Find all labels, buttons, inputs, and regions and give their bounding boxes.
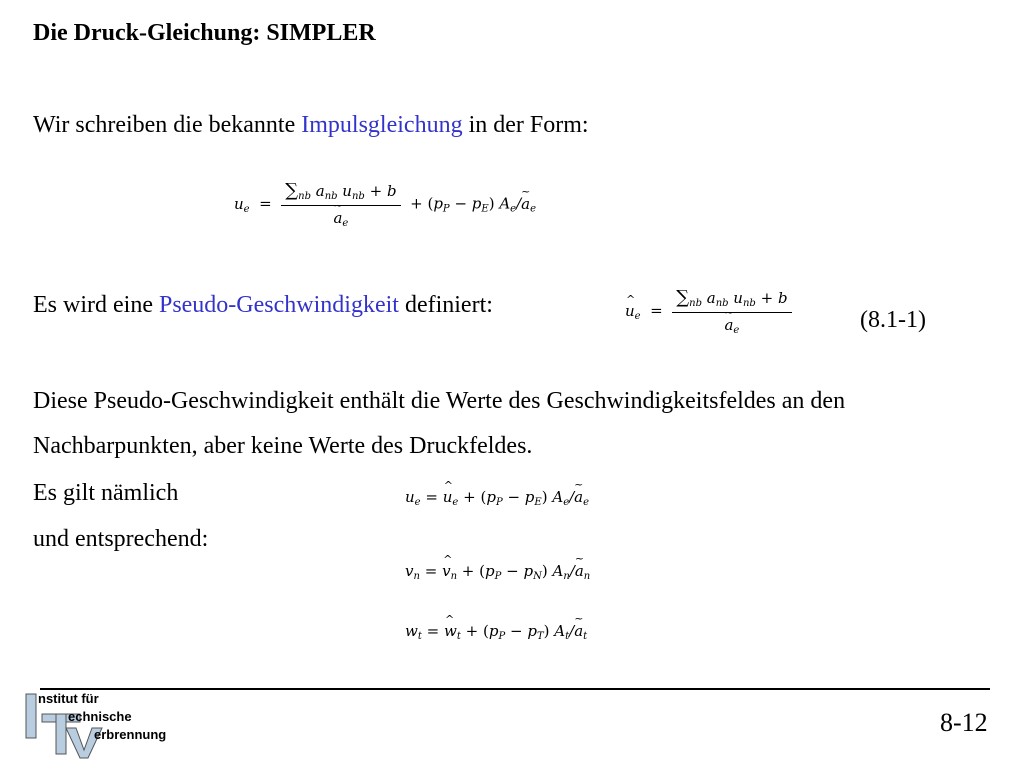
- pseudo-text-after: definiert:: [398, 292, 493, 318]
- w-velocity-equation: $w_t$ = ^ $w_t + (p_P - p_T)$ $A_t/\sim$ $a_t$: [405, 622, 587, 642]
- momentum-equation: $u_e$ = $\sum_{nb}$ $a_{nb}$ $u_{nb} + b$ ~ $a_e$ + $(p_P - p_E)$ $A_e/\sim$ $a_e$: [234, 180, 536, 229]
- description-line-2: Nachbarpunkten, aber keine Werte des Druckfeldes.: [33, 433, 533, 459]
- logo-line-2: echnische: [68, 709, 132, 724]
- entsprechend-text: und entsprechend:: [33, 526, 209, 552]
- intro-paragraph: [33, 112, 589, 139]
- logo-letter-t-stem: [56, 714, 66, 754]
- u-velocity-equation: $u_e$ = ^ $u_e + (p_P - p_E)$ $A_e/\sim$ $a_e$: [405, 488, 589, 508]
- page-title: Die Druck-Gleichung: SIMPLER: [33, 20, 376, 46]
- intro-text-before: Wir schreiben die bekannte: [33, 112, 302, 138]
- impulsgleichung-link[interactable]: Impulsgleichung: [301, 112, 463, 138]
- page-number: 8-12: [940, 708, 988, 737]
- logo-line-1: nstitut für: [38, 691, 99, 706]
- pseudo-geschwindigkeit-link[interactable]: Pseudo-Geschwindigkeit: [158, 292, 399, 318]
- itv-logo-graphic: [20, 690, 220, 760]
- pseudo-velocity-paragraph: [33, 292, 493, 319]
- logo-line-3: erbrennung: [94, 727, 167, 742]
- logo-letter-i: [26, 694, 36, 738]
- description-line-1: Diese Pseudo-Geschwindigkeit enthält die Werte des Geschwindigkeitsfeldes an den: [33, 388, 846, 414]
- itv-logo: [20, 690, 220, 760]
- equation-number: (8.1-1): [860, 307, 926, 333]
- pseudo-velocity-equation: ^ $u_e$ = $\sum_{nb}$ $a_{nb}$ $u_{nb} + b$ ~ $a_e$: [625, 287, 792, 336]
- pseudo-text-before: Es wird eine: [33, 292, 159, 318]
- es-gilt-text: Es gilt nämlich: [33, 480, 179, 506]
- v-velocity-equation: $v_n$ = ^ $v_n + (p_P - p_N)$ $A_n/\sim$ $a_n$: [405, 562, 590, 582]
- intro-text-after: in der Form:: [462, 112, 589, 138]
